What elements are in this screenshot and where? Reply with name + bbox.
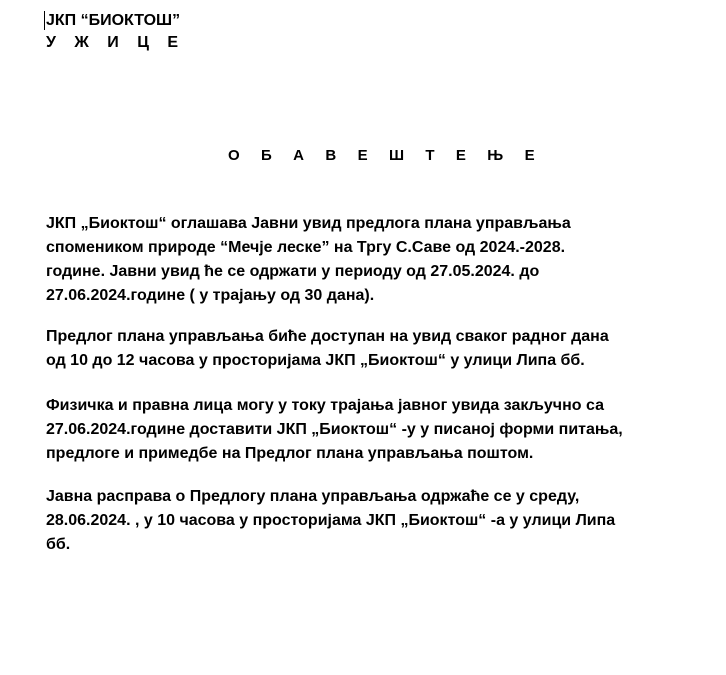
paragraph-line: 27.06.2024.године ( у трајању од 30 дана). xyxy=(46,287,375,304)
paragraph-line: бб. xyxy=(46,536,71,553)
paragraph-line: 28.06.2024. , у 10 часова у просторијама ЈКП „Биоктош“ -а у улици Липа xyxy=(46,512,616,529)
paragraph-line: предлоге и примедбе на Предлог плана управљања поштом. xyxy=(46,445,534,462)
text-cursor xyxy=(44,11,45,30)
paragraph-line: Предлог плана управљања биће доступан на увид сваког радног дана xyxy=(46,328,609,345)
paragraph-availability xyxy=(46,325,718,373)
paragraph-line: 27.06.2024.године доставити ЈКП „Биоктош“ -у у писаној форми питања, xyxy=(46,421,623,438)
paragraph-line: ЈКП „Биоктош“ оглашава Јавни увид предлога плана управљања xyxy=(46,215,571,232)
notice-title: О Б А В Е Ш Т Е Њ Е xyxy=(228,147,544,164)
paragraph-line: године. Јавни увид ће се одржати у периоду од 27.05.2024. до xyxy=(46,263,540,280)
paragraph-line: Физичка и правна лица могу у току трајања јавног увида закључно са xyxy=(46,397,604,414)
paragraph-line: Јавна расправа о Предлогу плана управљања одржаће се у среду, xyxy=(46,488,580,505)
paragraph-line: спомеником природе “Мечје леске” на Тргу С.Саве од 2024.-2028. xyxy=(46,239,566,256)
paragraph-public-hearing xyxy=(46,485,718,557)
organization-name: ЈКП “БИОКТОШ” xyxy=(46,12,181,29)
paragraph-submissions xyxy=(46,394,718,466)
paragraph-line: од 10 до 12 часова у просторијама ЈКП „Биоктош“ у улици Липа бб. xyxy=(46,352,585,369)
paragraph-public-review xyxy=(46,212,718,308)
organization-city: У Ж И Ц Е xyxy=(46,34,186,51)
